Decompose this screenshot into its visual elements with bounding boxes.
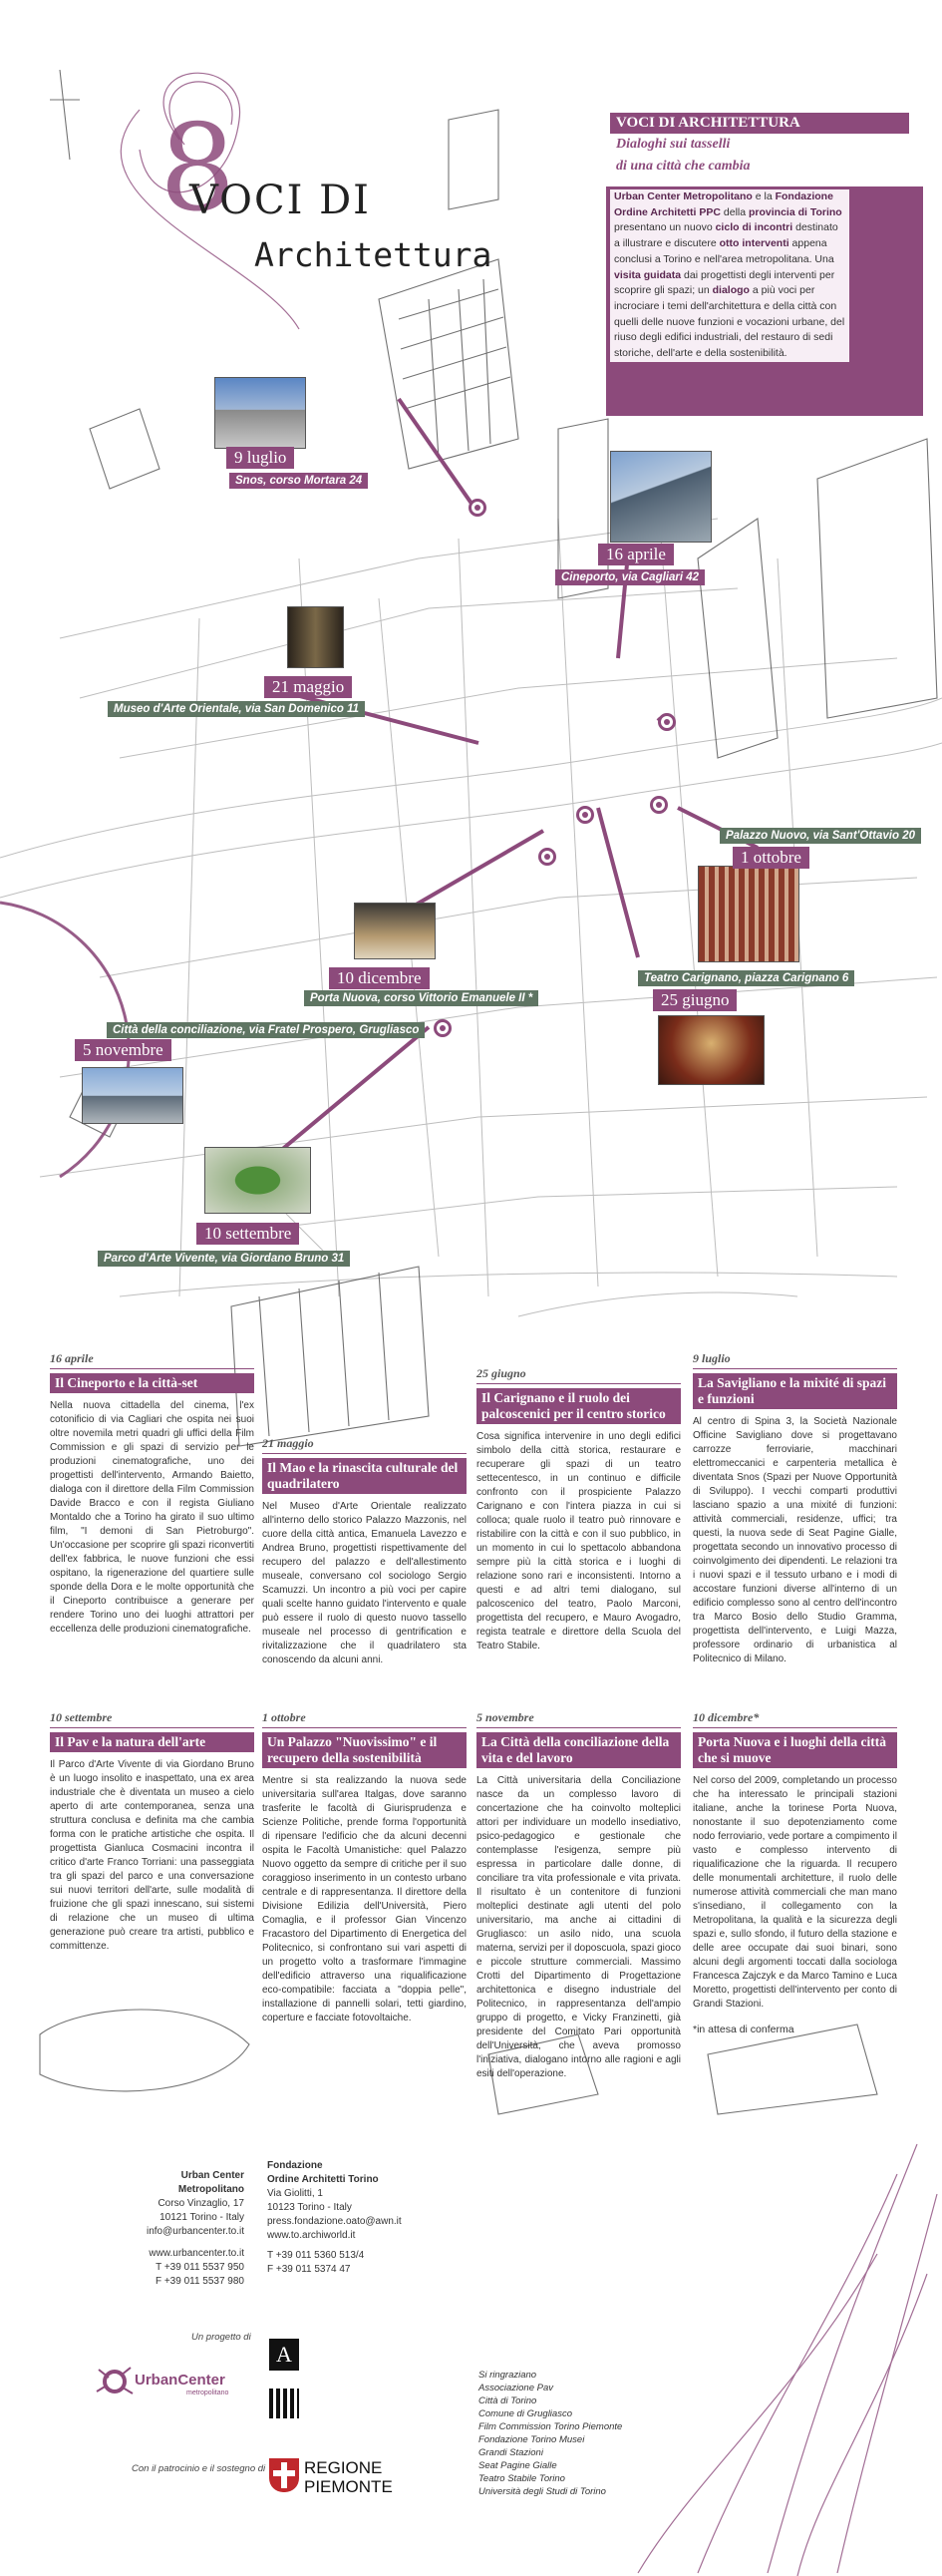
fo-line: Ordine Architetti Torino	[267, 2174, 379, 2185]
event-text: Nel corso del 2009, completando un processo che ha interessato le principali stazioni italiane, anche la torinese Porta Nuova, nonostante il suo depotenziamento come nodo ferroviario, vede portare a compimento il vasto e complesso intervento di riqualificazione che la riguarda. Il recupero delle monumentali architetture, il ruolo delle numerose attività commerciali che man mano s'insediano, il collegamento con la Metropolitana, la qualità e la sicurezza degli spazi e, sullo sfondo, il futuro della stazione e delle aree occupate dai suoi binari, sono alcuni degli argomenti toccati dalla sociologa Francesca Zajczyk e da Marco Tamino e Luca Moretto, progettisti dell'intervento per conto di Grandi Stazioni.	[693, 1775, 897, 2010]
event-date: 25 giugno	[476, 1366, 681, 1384]
event-palazzo-nuovo	[262, 1710, 467, 2025]
photo-carignano	[658, 1015, 765, 1085]
uc-email-link[interactable]: info@urbancenter.to.it	[147, 2226, 244, 2237]
title-line2: Architettura	[254, 235, 492, 274]
intro-text: Urban Center Metropolitano e la Fondazione Ordine Architetti PPC della provincia di Torino presentano un nuovo ciclo di incontri destinato a illustrare e discutere otto interventi appena conclusi a Torino e nell'area metropolitana. Una visita guidata dai progettisti degli interventi per scoprire gli spazi; un dialogo a più voci per incrociare i temi dell'architettura e della città con quelli delle nuove funzioni e vocazioni urbane, del riuso degli edifici industriali, del restauro di sedi storiche, dell'arte e della sostenibilità.	[610, 189, 849, 362]
thanks-item: Seat Pagine Gialle	[478, 2460, 557, 2471]
thanks-item: Comune di Grugliasco	[478, 2408, 572, 2419]
marker-place-pav: Parco d'Arte Vivente, via Giordano Bruno 31	[98, 1251, 350, 1267]
event-text: Cosa significa intervenire in uno degli edifici simbolo della città storica, restaurare e recuperare gli spazi di un teatro settecentesco, in un continuo e difficile confronto con il prospiciente Palazzo Carignano e con l'intera piazza in cui si colloca; quale ruolo il teatro può rinnovare e ristabilire con la città e con il suo pubblico, in un momento in cui lo spettacolo abbandona sempre più la città storica e i luoghi di relazione sono rari e inconsistenti. Intorno a questi e ad altri temi dialogano, sul palcoscenico del teatro, Paolo Marconi, progettista del recupero, e Mauro Avogadro, regista teatrale e direttore della Scuola del Teatro Stabile.	[476, 1431, 681, 1652]
intro-subtitle-2: di una città che cambia	[616, 159, 751, 174]
event-date: 10 dicembre*	[693, 1710, 897, 1728]
event-date: 16 aprile	[50, 1351, 254, 1369]
event-date: 5 novembre	[476, 1710, 681, 1728]
uc-line: F +39 011 5537 980	[155, 2276, 244, 2287]
uc-logo-sub: metropolitano	[186, 2390, 229, 2396]
uc-line: 10121 Torino - Italy	[159, 2212, 244, 2223]
marker-place-carignano: Teatro Carignano, piazza Carignano 6	[638, 970, 854, 986]
event-text: Mentre si sta realizzando la nuova sede universitaria sull'area Italgas, dove saranno trasferite le facoltà di Giurisprudenza e Scienze Politiche, prende forma l'opportunità di ripensare l'edificio che da alcuni decenni ospita le Facoltà Umanistiche: quel Palazzo Nuovo oggetto da sempre di critiche per il suo coraggioso inserimento in un contesto urbano centrale e di rappresentanza. Il direttore della Divisione Edilizia dell'Università, Piero Comaglia, e il professor Gian Vincenzo Fracastoro del Dipartimento di Energetica del Politecnico, si confrontano sui vari aspetti di un progetto volto a trasformare l'immagine dell'edificio attraverso una riqualificazione eco-compatibile: facciata a "doppia pelle", installazione di pannelli solari, tetti giardino, coperture e facciate fotovoltaiche.	[262, 1775, 467, 2024]
urban-center-contacts	[120, 2169, 244, 2289]
event-text: Nel Museo d'Arte Orientale realizzato all'interno dello storico Palazzo Mazzonis, nel cuore della città antica, Emanuela Lavezzo e Andrea Bruno, progettisti rispettivamente del recupero del palazzo e dell'allestimento museale, conversano col sociologo Sergio Scamuzzi. Un incontro a più voci per capire quali scelte hanno guidato l'intervento e quale può essere il ruolo di questo nuovo tassello museale nel processo di gentrification e rivitalizzazione che il quadrilatero sta conoscendo da alcuni anni.	[262, 1501, 467, 1665]
marker-date-mao: 21 maggio	[264, 676, 352, 698]
fo-line: 10123 Torino - Italy	[267, 2202, 352, 2213]
fo-line: Fondazione	[267, 2160, 323, 2171]
fondazione-logo-b	[269, 2389, 299, 2418]
event-cineporto	[50, 1351, 254, 1637]
event-title: La Città della conciliazione della vita e del lavoro	[476, 1732, 681, 1768]
fo-email-link[interactable]: press.fondazione.oato@awn.it	[267, 2216, 402, 2227]
photo-mao	[287, 606, 344, 668]
map-marker-dot[interactable]	[658, 713, 676, 731]
photo-pav	[204, 1147, 311, 1214]
event-title: Il Pav e la natura dell'arte	[50, 1732, 254, 1752]
event-text: Nella nuova cittadella del cinema, l'ex cotonificio di via Cagliari che ospita nei suoi oltre novemila metri quadri gli uffici della Film Commission e gli spazi di servizio per le produzioni cinematografiche, uno dei progettisti dell'intervento, Armando Baietto, dialoga con il direttore della Film Commission Davide Bracco e con il regista Giuliano Montaldo che a Torino ha girato il suo ultimo film, "I demoni di San Pietroburgo". Un'occasione per scoprire gli spazi riconvertiti dell'ex fabbrica, le nuove funzioni che essi ospitano, la rigenerazione del quartiere sulle sponde della Dora e le molte opportunità che il Cineporto contribuisce a generare per rendere Torino uno dei luoghi attrattori per eccellenza delle produzioni cinematografiche.	[50, 1400, 254, 1635]
marker-place-mao: Museo d'Arte Orientale, via San Domenico 11	[108, 701, 365, 717]
event-title: Il Cineporto e la città-set	[50, 1373, 254, 1393]
map-marker-dot[interactable]	[576, 806, 594, 824]
event-title: Un Palazzo "Nuovissimo" e il recupero della sostenibilità	[262, 1732, 467, 1768]
marker-place-porta-nuova: Porta Nuova, corso Vittorio Emanuele II *	[304, 990, 538, 1006]
marker-place-conciliazione: Città della conciliazione, via Fratel Prospero, Grugliasco	[107, 1022, 425, 1038]
photo-snos	[214, 377, 306, 449]
map-marker-dot[interactable]	[650, 796, 668, 814]
event-title: Il Mao e la rinascita culturale del quadrilatero	[262, 1458, 467, 1494]
event-carignano	[476, 1366, 681, 1654]
pending-note: *in attesa di conferma	[693, 2024, 794, 2035]
event-pav	[50, 1710, 254, 1954]
photo-cineporto	[610, 451, 712, 543]
project-credit: Un progetto di	[191, 2332, 251, 2343]
regione-shield-icon	[269, 2458, 299, 2492]
event-title: Il Carignano e il ruolo dei palcoscenici per il centro storico	[476, 1388, 681, 1424]
thanks-item: Teatro Stabile Torino	[478, 2473, 565, 2484]
fo-line: Via Giolitti, 1	[267, 2188, 323, 2199]
photo-conciliazione	[82, 1067, 183, 1124]
event-title: Porta Nuova e i luoghi della città che si muove	[693, 1732, 897, 1768]
thanks-item: Film Commission Torino Piemonte	[478, 2421, 623, 2432]
thanks-item: Grandi Stazioni	[478, 2447, 543, 2458]
event-date: 10 settembre	[50, 1710, 254, 1728]
urban-center-logo-mark	[95, 2362, 135, 2401]
uc-logo-text: UrbanCenter	[135, 2372, 225, 2389]
event-mao	[262, 1436, 467, 1667]
intro-header	[610, 113, 909, 178]
uc-line: T +39 011 5537 950	[156, 2262, 244, 2273]
title-line1: VOCI DI	[189, 178, 371, 223]
marker-date-conciliazione: 5 novembre	[75, 1039, 171, 1061]
photo-palazzo-nuovo	[698, 866, 799, 962]
event-date: 21 maggio	[262, 1436, 467, 1454]
thanks-item: Fondazione Torino Musei	[478, 2434, 585, 2445]
map-marker-dot[interactable]	[434, 1019, 452, 1037]
intro-subtitle-1: Dialoghi sui tasselli	[616, 137, 731, 152]
thanks-item: Associazione Pav	[478, 2383, 553, 2393]
thanks-item: Città di Torino	[478, 2395, 537, 2406]
thanks-list	[478, 2369, 622, 2498]
marker-date-carignano: 25 giugno	[653, 989, 737, 1011]
event-date: 1 ottobre	[262, 1710, 467, 1728]
support-credit: Con il patrocinio e il sostegno di	[132, 2463, 266, 2474]
urban-center-logo	[95, 2354, 244, 2413]
regione-label-2: PIEMONTE	[304, 2477, 393, 2496]
event-conciliazione	[476, 1710, 681, 2081]
uc-line: Corso Vinzaglio, 17	[157, 2198, 244, 2209]
title-number: 8	[159, 100, 236, 238]
event-title: La Savigliano e la mixité di spazi e funzioni	[693, 1373, 897, 1409]
uc-line: Metropolitano	[177, 2184, 244, 2195]
marker-date-porta-nuova: 10 dicembre	[329, 967, 430, 989]
uc-web-link[interactable]: www.urbancenter.to.it	[149, 2248, 244, 2259]
marker-date-cineporto: 16 aprile	[598, 544, 674, 565]
intro-title: VOCI DI ARCHITETTURA	[610, 113, 909, 134]
marker-place-cineporto: Cineporto, via Cagliari 42	[555, 569, 705, 585]
map-marker-dot[interactable]	[469, 499, 486, 517]
marker-date-pav: 10 settembre	[196, 1223, 299, 1245]
map-marker-dot[interactable]	[538, 848, 556, 866]
event-date: 9 luglio	[693, 1351, 897, 1369]
thanks-item: Università degli Studi di Torino	[478, 2486, 606, 2497]
event-text: Al centro di Spina 3, la Società Nazionale Officine Savigliano dove si progettavano carrozze ferroviarie, macchinari elettromeccanici e carpenteria metallica è diventata Snos (Spazi per Nuove Opportunità di Sviluppo). I vecchi comparti produttivi lasciano spazio a una mixité di funzioni: attività commerciali, residenze, uffici; tra questi, la nuova sede di Seat Pagine Gialle, progettata secondo un innovativo processo di coinvolgimento dei dipendenti. Le relazioni tra i nuovi spazi e il tessuto urbano e i modi di accostare funzioni diverse all'interno di un edificio complesso sono al centro dell'incontro tra Marco Bosio dello Studio Gramma, progettista dell'intervento, e Luigi Mazza, professore ordinario di urbanistica al Politecnico di Milano.	[693, 1416, 897, 1664]
fondazione-logo-a: A	[269, 2339, 299, 2371]
uc-line: Urban Center	[180, 2170, 244, 2181]
thanks-title: Si ringraziano	[478, 2370, 537, 2381]
fondazione-contacts	[267, 2159, 437, 2277]
event-text: Il Parco d'Arte Vivente di via Giordano Bruno è un luogo insolito e inaspettato, una ex area industriale che è diventata un museo a cielo aperto di arte contemporanea, senza una struttura conclusa e definita ma che cambia forma con le pratiche artistiche che ospita. Il progettista Gianluca Cosmacini incontra il critico d'arte Franco Torriani: una passeggiata tra gli spazi del parco e una conversazione sui nuovi territori dell'arte, sulle modalità di fruizione che gli spazi innescano, sui sistemi di relazione che un museo di ultima generazione può creare tra artisti, pubblico e committenze.	[50, 1759, 254, 1952]
marker-date-palazzo-nuovo: 1 ottobre	[733, 847, 809, 869]
event-porta-nuova	[693, 1710, 897, 2035]
fo-line: T +39 011 5360 513/4	[267, 2250, 365, 2261]
marker-place-palazzo-nuovo: Palazzo Nuovo, via Sant'Ottavio 20	[720, 828, 921, 844]
fo-line: F +39 011 5374 47	[267, 2264, 351, 2275]
event-savigliano	[693, 1351, 897, 1666]
marker-place-snos: Snos, corso Mortara 24	[229, 473, 368, 489]
regione-label-1: REGIONE	[304, 2458, 383, 2477]
fo-web-link[interactable]: www.to.archiworld.it	[267, 2230, 356, 2241]
event-text: La Città universitaria della Conciliazione nasce da un complesso lavoro di concertazione che ha coinvolto molteplici attori per individuare un modello insediativo, psico-pedagogico e gestionale che contemplasse l'esigenza, sempre più espressa in particolare dalle donne, di conciliare tra vita professionale e vita privata. Il risultato è un contenitore di funzioni molteplici destinate agli utenti del polo universitario, ma anche ai cittadini di Grugliasco: un asilo nido, una scuola materna, servizi per il doposcuola, spazi gioco e piccole strutture commerciali. Massimo Crotti del Dipartimento di Progettazione architettonica e disegno industriale del Politecnico, in rappresentanza dell'ampio gruppo di progetto, e Vicky Franzinetti, già presidente del Comitato Pari opportunità dell'Università, che aveva promosso l'iniziativa, dialogano intorno alle ragioni e agli esiti dell'operazione.	[476, 1775, 681, 2079]
photo-porta-nuova	[354, 903, 436, 959]
marker-date-snos: 9 luglio	[226, 447, 294, 469]
